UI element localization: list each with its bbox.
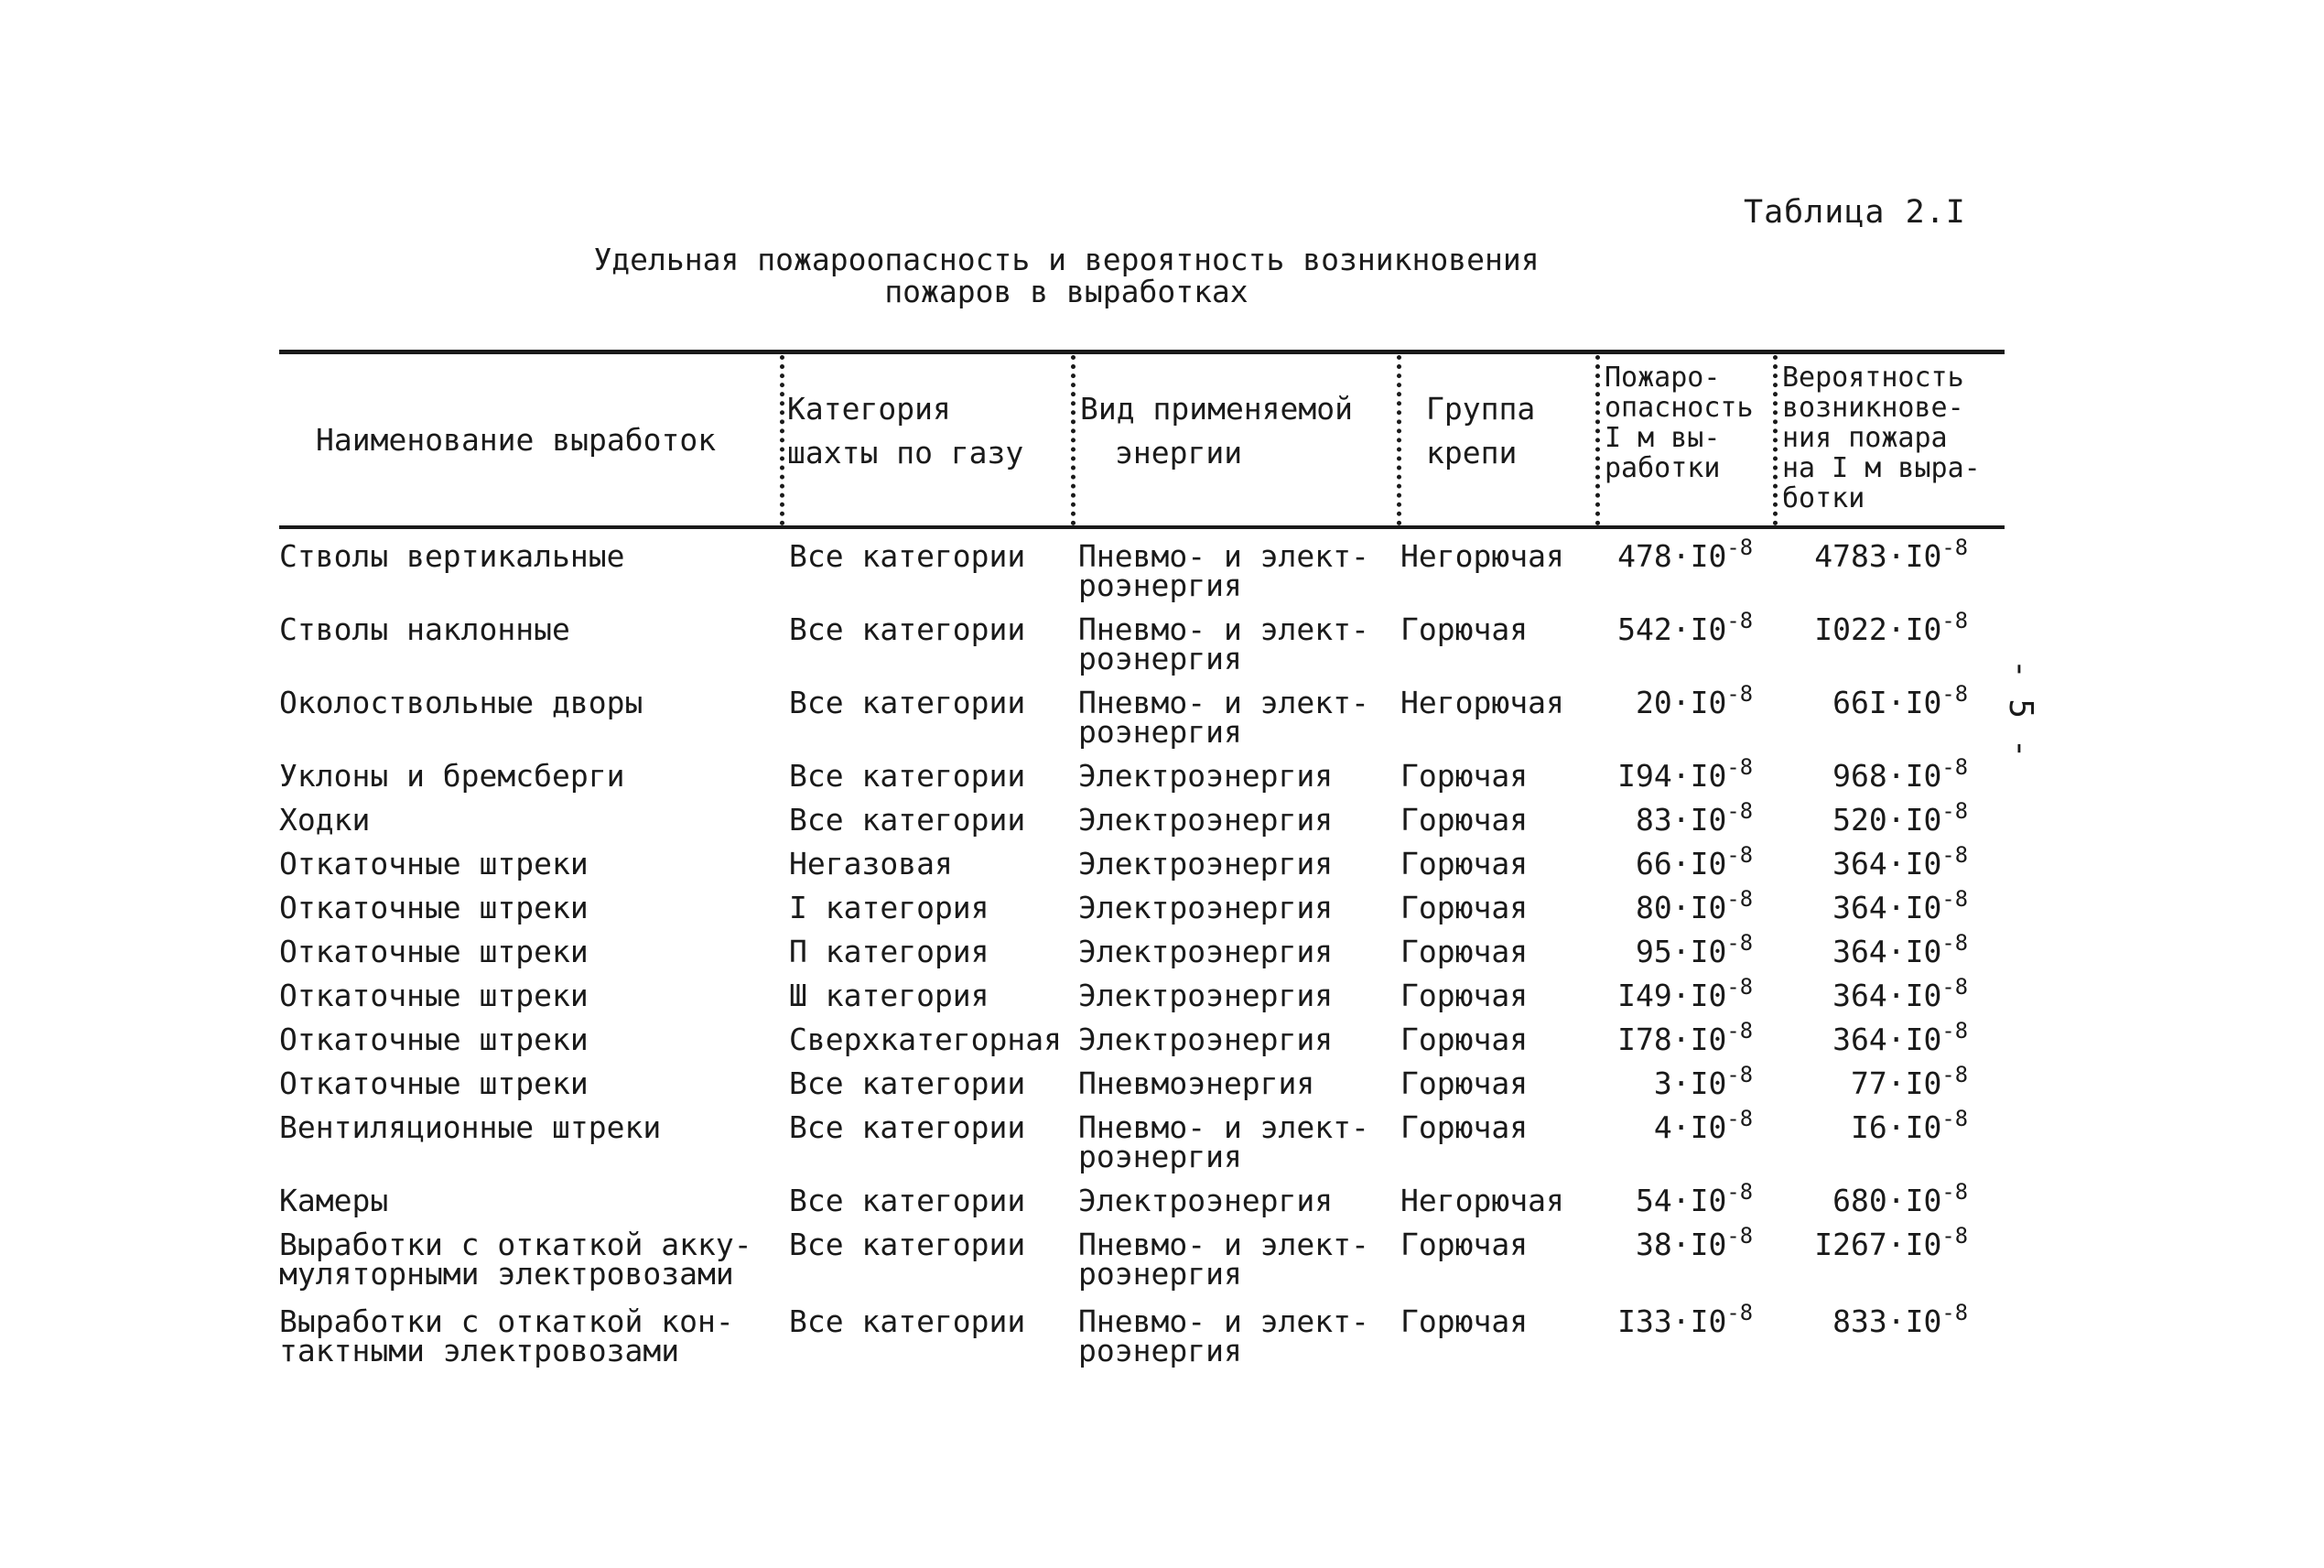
row-category: Все категории: [789, 758, 1026, 794]
row-support: Горючая: [1400, 890, 1529, 925]
row-probability-exponent: -8: [1941, 534, 1968, 560]
row-probability-value: 364: [1832, 846, 1887, 881]
row-name: [279, 611, 570, 647]
row-probability: [1776, 885, 1968, 925]
row-name-line: Откаточные штреки: [279, 934, 589, 969]
row-hazard-exponent: -8: [1726, 1105, 1753, 1131]
row-probability-exponent: -8: [1941, 1178, 1968, 1205]
row-hazard-value: I49: [1617, 978, 1672, 1013]
row-name-line: муляторными электровозами: [279, 1256, 734, 1292]
row-energy-line: роэнергия: [1078, 641, 1242, 676]
row-category: Ш категория: [789, 978, 989, 1013]
row-name: [279, 758, 625, 794]
row-probability-exponent: -8: [1941, 1222, 1968, 1249]
row-category: Все категории: [789, 1227, 1026, 1262]
row-name: [279, 890, 589, 925]
row-probability-base: ·I0: [1886, 934, 1942, 969]
row-probability-exponent: -8: [1941, 680, 1968, 707]
row-hazard: [1597, 753, 1753, 794]
row-name-line: Вентиляционные штреки: [279, 1109, 662, 1145]
row-hazard: [1597, 1105, 1753, 1145]
row-hazard-exponent: -8: [1726, 929, 1753, 956]
row-hazard-exponent: -8: [1726, 1017, 1753, 1044]
row-energy: [1078, 890, 1334, 925]
row-probability-base: ·I0: [1886, 685, 1942, 720]
row-name-line: Откаточные штреки: [279, 1065, 589, 1101]
row-probability: [1776, 797, 1968, 838]
header-probability: Вероятность возникнове- ния пожара на I м выра- ботки: [1782, 362, 1981, 514]
row-probability-value: 364: [1832, 890, 1887, 925]
row-name-line: Выработки с откаткой акку-: [279, 1227, 752, 1262]
row-probability-exponent: -8: [1941, 607, 1968, 633]
row-energy-line: Электроэнергия: [1078, 758, 1334, 794]
row-category: Все категории: [789, 1109, 1026, 1145]
row-probability-value: I022: [1814, 611, 1887, 647]
row-name: [279, 538, 625, 574]
row-category: П категория: [789, 934, 989, 969]
row-name-line: тактными электровозами: [279, 1333, 680, 1368]
row-hazard-exponent: -8: [1726, 797, 1753, 824]
row-support: Негорючая: [1400, 538, 1564, 574]
header-hazard: Пожаро- опасность I м вы- работки: [1605, 362, 1754, 484]
row-probability-exponent: -8: [1941, 885, 1968, 912]
row-hazard-value: 38: [1636, 1227, 1672, 1262]
row-hazard-exponent: -8: [1726, 1299, 1753, 1325]
row-probability-exponent: -8: [1941, 1105, 1968, 1131]
row-probability: [1776, 534, 1968, 574]
row-name: [279, 978, 589, 1013]
row-probability: [1776, 680, 1968, 720]
row-hazard-base: ·I0: [1671, 978, 1727, 1013]
column-separator: [1397, 355, 1401, 525]
row-support: Горючая: [1400, 1227, 1529, 1262]
row-probability-base: ·I0: [1886, 1303, 1942, 1339]
column-separator: [1071, 355, 1076, 525]
row-probability-exponent: -8: [1941, 1299, 1968, 1325]
table-top-rule: [279, 350, 2005, 354]
row-probability: [1776, 973, 1968, 1013]
row-name-line: Откаточные штреки: [279, 890, 589, 925]
row-name: [279, 1183, 389, 1218]
row-probability-exponent: -8: [1941, 1017, 1968, 1044]
row-hazard: [1597, 1017, 1753, 1057]
row-hazard: [1597, 1178, 1753, 1218]
row-probability-exponent: -8: [1941, 973, 1968, 1000]
row-support: Негорючая: [1400, 685, 1564, 720]
row-hazard: [1597, 885, 1753, 925]
row-energy: [1078, 802, 1334, 838]
row-hazard-value: I94: [1617, 758, 1672, 794]
column-separator: [1773, 355, 1778, 525]
row-probability-base: ·I0: [1886, 846, 1942, 881]
row-hazard-value: I78: [1617, 1022, 1672, 1057]
row-energy: [1078, 1227, 1369, 1292]
row-probability: [1776, 1017, 1968, 1057]
row-energy: [1078, 538, 1369, 603]
page-number: - 5 -: [2002, 659, 2039, 759]
row-hazard-value: 66: [1636, 846, 1672, 881]
row-probability-exponent: -8: [1941, 753, 1968, 780]
row-category: Все категории: [789, 1303, 1026, 1339]
row-hazard-exponent: -8: [1726, 885, 1753, 912]
row-name-line: Стволы наклонные: [279, 611, 570, 647]
row-hazard-base: ·I0: [1671, 1227, 1727, 1262]
row-probability-base: ·I0: [1886, 1022, 1942, 1057]
row-probability-value: 968: [1832, 758, 1887, 794]
row-energy-line: Пневмо- и элект-: [1078, 538, 1369, 574]
row-hazard-exponent: -8: [1726, 534, 1753, 560]
row-category: Все категории: [789, 538, 1026, 574]
row-energy: [1078, 978, 1334, 1013]
row-probability: [1776, 841, 1968, 881]
row-support: Горючая: [1400, 611, 1529, 647]
row-category: Все категории: [789, 685, 1026, 720]
row-probability-value: I6: [1851, 1109, 1887, 1145]
row-hazard: [1597, 1222, 1753, 1262]
row-energy-line: Электроэнергия: [1078, 1022, 1334, 1057]
row-hazard-base: ·I0: [1671, 758, 1727, 794]
row-name: [279, 1065, 589, 1101]
row-hazard: [1597, 607, 1753, 647]
row-energy: [1078, 846, 1334, 881]
row-probability-value: 520: [1832, 802, 1887, 838]
row-hazard-exponent: -8: [1726, 607, 1753, 633]
row-probability-base: ·I0: [1886, 611, 1942, 647]
row-probability-base: ·I0: [1886, 1227, 1942, 1262]
row-probability-exponent: -8: [1941, 1061, 1968, 1087]
row-support: Горючая: [1400, 1022, 1529, 1057]
row-hazard-value: 80: [1636, 890, 1672, 925]
row-probability-value: I267: [1814, 1227, 1887, 1262]
row-probability-base: ·I0: [1886, 1065, 1942, 1101]
row-probability-base: ·I0: [1886, 758, 1942, 794]
table-label: Таблица 2.I: [1744, 194, 1966, 231]
row-name: [279, 1303, 734, 1368]
row-probability: [1776, 607, 1968, 647]
row-energy-line: Электроэнергия: [1078, 934, 1334, 969]
row-hazard: [1597, 680, 1753, 720]
row-hazard-base: ·I0: [1671, 934, 1727, 969]
row-hazard-value: 54: [1636, 1183, 1672, 1218]
row-name: [279, 802, 371, 838]
row-name: [279, 1227, 752, 1292]
row-hazard-exponent: -8: [1726, 973, 1753, 1000]
table-title-line2: пожаров в выработках: [884, 274, 1248, 309]
row-probability-value: 77: [1851, 1065, 1887, 1101]
row-energy-line: Электроэнергия: [1078, 978, 1334, 1013]
row-probability-exponent: -8: [1941, 841, 1968, 868]
row-probability: [1776, 929, 1968, 969]
row-hazard-value: 3: [1653, 1065, 1672, 1101]
row-hazard-value: 478: [1617, 538, 1672, 574]
row-hazard-exponent: -8: [1726, 753, 1753, 780]
row-name-line: Откаточные штреки: [279, 846, 589, 881]
row-energy-line: Пневмо- и элект-: [1078, 1303, 1369, 1339]
header-name: Наименование выработок: [316, 422, 717, 458]
row-category: Все категории: [789, 1065, 1026, 1101]
row-probability: [1776, 1222, 1968, 1262]
row-support: Горючая: [1400, 1303, 1529, 1339]
row-energy-line: Пневмоэнергия: [1078, 1065, 1315, 1101]
row-hazard-exponent: -8: [1726, 841, 1753, 868]
row-probability-value: 833: [1832, 1303, 1887, 1339]
row-hazard-base: ·I0: [1671, 685, 1727, 720]
row-hazard-base: ·I0: [1671, 802, 1727, 838]
row-energy-line: Электроэнергия: [1078, 1183, 1334, 1218]
row-hazard-exponent: -8: [1726, 1178, 1753, 1205]
row-probability: [1776, 1178, 1968, 1218]
row-hazard-value: 95: [1636, 934, 1672, 969]
row-hazard: [1597, 841, 1753, 881]
row-support: Горючая: [1400, 1065, 1529, 1101]
row-hazard-base: ·I0: [1671, 1303, 1727, 1339]
row-energy: [1078, 1065, 1315, 1101]
row-name: [279, 1109, 662, 1145]
row-hazard: [1597, 1299, 1753, 1339]
row-energy-line: Электроэнергия: [1078, 802, 1334, 838]
row-name-line: Выработки с откаткой кон-: [279, 1303, 734, 1339]
row-probability: [1776, 1299, 1968, 1339]
row-support: Горючая: [1400, 934, 1529, 969]
row-hazard-exponent: -8: [1726, 1061, 1753, 1087]
table-title-line1: Удельная пожароопасность и вероятность возникновения: [593, 242, 1540, 277]
row-support: Негорючая: [1400, 1183, 1564, 1218]
row-hazard: [1597, 1061, 1753, 1101]
row-probability: [1776, 1105, 1968, 1145]
row-category: Все категории: [789, 611, 1026, 647]
row-name-line: Откаточные штреки: [279, 1022, 589, 1057]
row-hazard: [1597, 534, 1753, 574]
row-energy: [1078, 1303, 1369, 1368]
row-energy-line: роэнергия: [1078, 568, 1242, 603]
row-category: Сверхкатегорная: [789, 1022, 1063, 1057]
header-energy: Вид применяемой энергии: [1080, 391, 1354, 470]
row-energy-line: Электроэнергия: [1078, 846, 1334, 881]
row-category: I категория: [789, 890, 989, 925]
row-name-line: Камеры: [279, 1183, 389, 1218]
row-probability-exponent: -8: [1941, 929, 1968, 956]
row-probability: [1776, 1061, 1968, 1101]
row-energy-line: Пневмо- и элект-: [1078, 1227, 1369, 1262]
row-probability-base: ·I0: [1886, 978, 1942, 1013]
row-energy-line: Пневмо- и элект-: [1078, 685, 1369, 720]
row-name-line: Стволы вертикальные: [279, 538, 625, 574]
row-energy: [1078, 1109, 1369, 1174]
row-hazard-base: ·I0: [1671, 1183, 1727, 1218]
row-name-line: Околоствольные дворы: [279, 685, 643, 720]
header-bottom-rule: [279, 525, 2005, 529]
row-probability-base: ·I0: [1886, 1109, 1942, 1145]
row-hazard: [1597, 797, 1753, 838]
row-probability-value: 364: [1832, 978, 1887, 1013]
row-name: [279, 1022, 589, 1057]
row-name: [279, 685, 643, 720]
row-name-line: Уклоны и бремсберги: [279, 758, 625, 794]
row-support: Горючая: [1400, 802, 1529, 838]
row-energy-line: Электроэнергия: [1078, 890, 1334, 925]
column-separator: [780, 355, 784, 525]
header-support: Группа крепи: [1426, 391, 1536, 470]
row-hazard: [1597, 929, 1753, 969]
row-energy-line: Пневмо- и элект-: [1078, 611, 1369, 647]
row-name-line: Откаточные штреки: [279, 978, 589, 1013]
row-hazard-base: ·I0: [1671, 538, 1727, 574]
row-hazard-base: ·I0: [1671, 846, 1727, 881]
row-hazard-base: ·I0: [1671, 1109, 1727, 1145]
row-energy: [1078, 611, 1369, 676]
header-category: Категория шахты по газу: [787, 391, 1024, 470]
row-probability: [1776, 753, 1968, 794]
row-probability-value: 364: [1832, 1022, 1887, 1057]
row-support: Горючая: [1400, 1109, 1529, 1145]
row-hazard-base: ·I0: [1671, 1022, 1727, 1057]
row-probability-exponent: -8: [1941, 797, 1968, 824]
row-probability-value: 680: [1832, 1183, 1887, 1218]
row-hazard-exponent: -8: [1726, 680, 1753, 707]
row-hazard-base: ·I0: [1671, 890, 1727, 925]
row-energy-line: Пневмо- и элект-: [1078, 1109, 1369, 1145]
row-probability-value: 364: [1832, 934, 1887, 969]
row-hazard-value: I33: [1617, 1303, 1672, 1339]
row-hazard-value: 4: [1653, 1109, 1672, 1145]
row-probability-base: ·I0: [1886, 1183, 1942, 1218]
row-name-line: Ходки: [279, 802, 371, 838]
row-energy-line: роэнергия: [1078, 1333, 1242, 1368]
row-category: Все категории: [789, 802, 1026, 838]
row-category: Все категории: [789, 1183, 1026, 1218]
row-hazard-base: ·I0: [1671, 1065, 1727, 1101]
row-probability-base: ·I0: [1886, 802, 1942, 838]
row-energy-line: роэнергия: [1078, 714, 1242, 750]
row-energy-line: роэнергия: [1078, 1256, 1242, 1292]
row-energy-line: роэнергия: [1078, 1139, 1242, 1174]
row-energy: [1078, 1022, 1334, 1057]
row-hazard-value: 83: [1636, 802, 1672, 838]
row-support: Горючая: [1400, 846, 1529, 881]
row-hazard-exponent: -8: [1726, 1222, 1753, 1249]
row-energy: [1078, 685, 1369, 750]
row-probability-value: 66I: [1832, 685, 1887, 720]
row-energy: [1078, 934, 1334, 969]
row-category: Негазовая: [789, 846, 953, 881]
row-name: [279, 934, 589, 969]
row-hazard-base: ·I0: [1671, 611, 1727, 647]
row-support: Горючая: [1400, 758, 1529, 794]
row-energy: [1078, 758, 1334, 794]
row-hazard: [1597, 973, 1753, 1013]
row-hazard-value: 542: [1617, 611, 1672, 647]
column-separator: [1595, 355, 1600, 525]
row-name: [279, 846, 589, 881]
row-probability-value: 4783: [1814, 538, 1887, 574]
row-probability-base: ·I0: [1886, 538, 1942, 574]
row-hazard-value: 20: [1636, 685, 1672, 720]
row-support: Горючая: [1400, 978, 1529, 1013]
row-energy: [1078, 1183, 1334, 1218]
row-probability-base: ·I0: [1886, 890, 1942, 925]
